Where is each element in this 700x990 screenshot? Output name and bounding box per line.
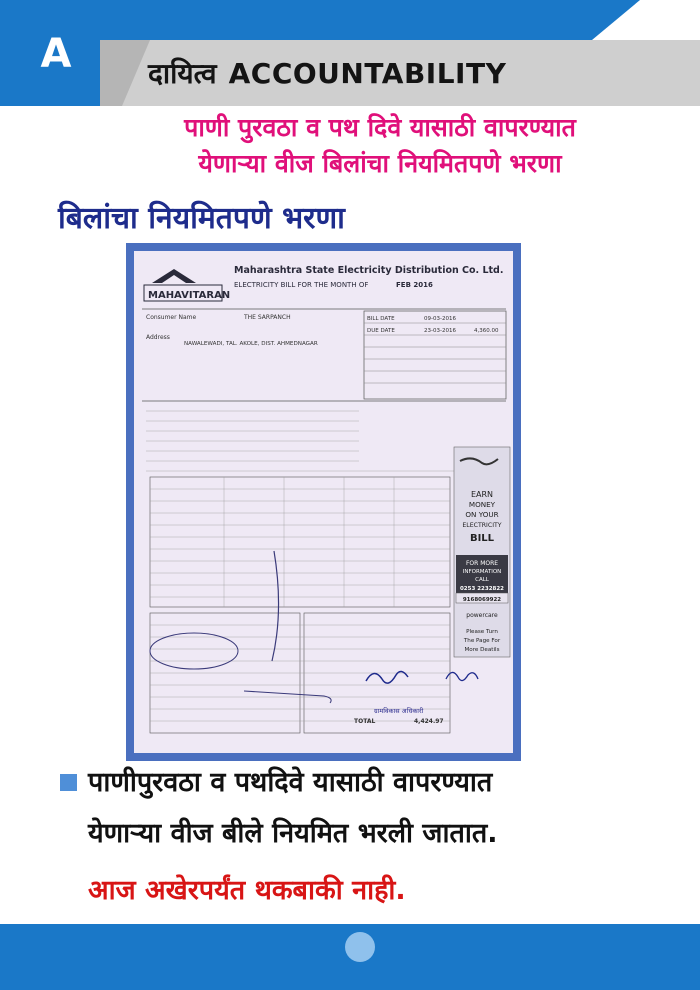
- bill-amount-due: 4,360.00: [474, 328, 499, 334]
- stamp-text: ग्रामविकास अधिकारी: [374, 707, 424, 715]
- signature-mark: [366, 671, 408, 683]
- svg-text:Address: Address: [146, 334, 170, 341]
- bill-scan-graphic: [134, 251, 513, 753]
- bill-scan-frame: [126, 243, 521, 761]
- ad-cta-2: INFORMATION: [462, 569, 502, 575]
- ad-footer-2: The Page For: [463, 638, 501, 644]
- ad-brand: powercare: [466, 612, 498, 619]
- bullet-text-line-2: येणाऱ्या वीज बीले नियमित भरली जातात.: [88, 818, 498, 849]
- ad-phone: 0253 2232822: [459, 586, 505, 592]
- svg-text:BILL DATE: BILL DATE: [367, 316, 395, 322]
- subtitle-line-1: पाणी पुरवठा व पथ दिवे यासाठी वापरण्यात: [184, 113, 576, 142]
- section-letter: A: [40, 31, 72, 77]
- bullet-text-line-1: पाणीपुरवठा व पथदिवे यासाठी वापरण्यात: [88, 767, 493, 798]
- bill-due-date: 23-03-2016: [424, 328, 456, 334]
- ad-line-4: ELECTRICITY: [462, 522, 502, 529]
- ad-footer-1: Please Turn: [466, 629, 498, 635]
- ad-phone-2: 9168069922: [462, 597, 502, 603]
- bill-total: 4,424.97: [414, 718, 444, 725]
- bill-address: NAWALEWADI, TAL. AKOLE, DIST. AHMEDNAGAR: [184, 341, 318, 347]
- bill-consumer-name: THE SARPANCH: [244, 314, 291, 321]
- ad-line-5: BILL: [469, 533, 495, 544]
- section-heading: बिलांचा नियमितपणे भरणा: [58, 201, 345, 236]
- bill-month-label: ELECTRICITY BILL FOR THE MONTH OF: [234, 281, 369, 289]
- title-marathi: दायित्व: [148, 57, 217, 90]
- bill-scan: [134, 251, 513, 753]
- bullet-text-line-3: आज अखेरपर्यंत थकबाकी नाही.: [88, 875, 406, 906]
- ad-panel: [454, 447, 510, 657]
- bullet-square-icon: [60, 774, 77, 791]
- ad-line-1: EARN: [470, 490, 494, 499]
- ad-footer-3: More Deatils: [464, 647, 500, 653]
- ad-cta-1: FOR MORE: [465, 560, 499, 567]
- page-indicator-circle: [345, 932, 375, 962]
- page-title: [148, 50, 618, 96]
- title-english: ACCOUNTABILITY: [228, 56, 507, 90]
- subtitle-line-2: येणाऱ्या वीज बिलांचा नियमितपणे भरणा: [198, 149, 562, 178]
- svg-text:DUE DATE: DUE DATE: [367, 328, 395, 334]
- bill-logo-text: MAHAVITARAN: [148, 290, 231, 301]
- bill-date: 09-03-2016: [424, 316, 456, 322]
- bill-month: FEB 2016: [396, 281, 433, 289]
- ad-line-3: ON YOUR: [465, 510, 499, 519]
- ad-cta-3: CALL: [475, 577, 489, 583]
- handwritten-mark: [272, 551, 279, 661]
- svg-text:TOTAL: TOTAL: [354, 718, 376, 725]
- stamp-mark: [150, 633, 238, 669]
- bill-company-name: Maharashtra State Electricity Distribution Co. Ltd.: [234, 265, 504, 276]
- bill-details-grid: [146, 411, 506, 471]
- svg-text:Consumer Name: Consumer Name: [146, 314, 197, 321]
- ad-line-2: MONEY: [468, 500, 496, 509]
